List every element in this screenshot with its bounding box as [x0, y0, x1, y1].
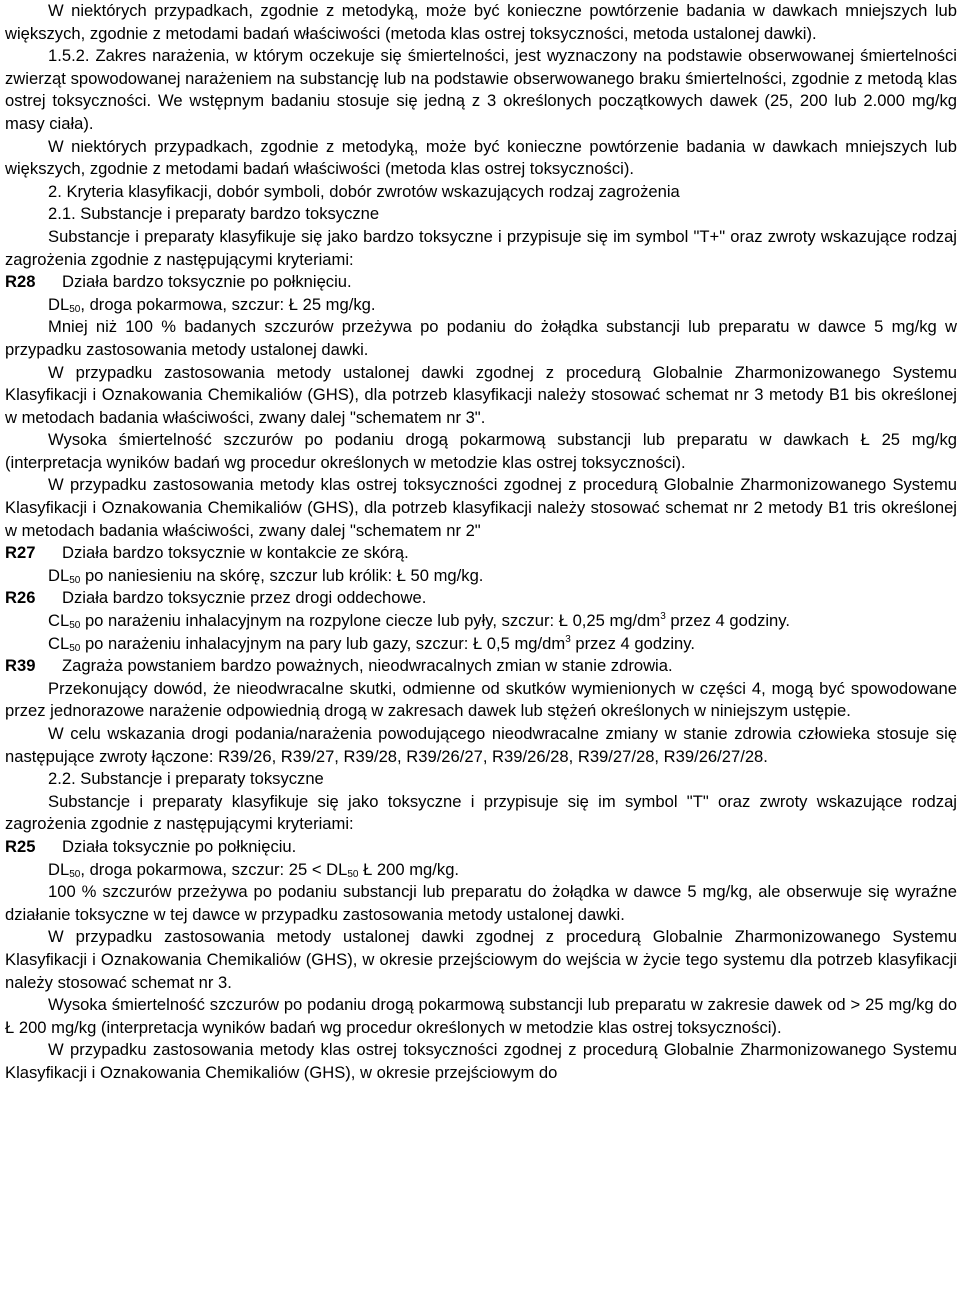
paragraph: Wysoka śmiertelność szczurów po podaniu drogą pokarmową substancji lub preparatu w zakresie dawek od > 25 mg/kg do Ł 200 mg/kg (interpretacja wyników badań wg procedur określonych w metodzie klas ostrej toksyczności). — [5, 995, 957, 1037]
heading-section-2-2: 2.2. Substancje i preparaty toksyczne — [48, 769, 324, 789]
dl50-criterion: $DL_{50}$, droga pokarmowa, szczur: $25 < DL_{50}$ Ł 200 mg/kg. — [48, 859, 460, 880]
r-phrase-r25 — [5, 836, 957, 859]
paragraph-section-1-5-2: 1.5.2. Zakres narażenia, w którym oczekuje się śmiertelności, jest wyznaczony na podstawie obserwowanej śmiertelności zwierząt spowodowanej narażeniem na substancję lub na podstawie obserwowanego braku śmiertelności, zgodnie z metodą klas ostrej toksyczności. We wstępnym badaniu stosuje się jedną z 3 określonych początkowych dawek (25, 200 lub 2.000 mg/kg masy ciała). — [5, 46, 957, 133]
dl50-criterion: $DL_{50}$ po naniesieniu na skórę, szczur lub królik: Ł 50 mg/kg. — [48, 565, 484, 586]
r-phrase-r39 — [5, 655, 957, 678]
paragraph: Substancje i preparaty klasyfikuje się jako toksyczne i przypisuje się im symbol "T" oraz zwroty wskazujące rodzaj zagrożenia zgodnie z następującymi kryteriami: — [5, 791, 957, 834]
r-phrase-text: Działa toksycznie po połknięciu. — [62, 836, 297, 856]
paragraph: Substancje i preparaty klasyfikuje się jako bardzo toksyczne i przypisuje się im symbol "T+" oraz zwroty wskazujące rodzaj zagrożenia zgodnie z następującymi kryteriami: — [5, 226, 957, 269]
paragraph: W niektórych przypadkach, zgodnie z metodyką, może być konieczne powtórzenie badania w dawkach mniejszych lub większych, zgodnie z metodami badań właściwości (metoda klas ostrej toksyczności). — [5, 136, 957, 179]
r-phrase-r28 — [5, 271, 957, 294]
r-code: R26 — [5, 588, 36, 608]
r-phrase-r26 — [5, 587, 957, 610]
paragraph: Mniej niż 100 % badanych szczurów przeżywa po podaniu do żołądka substancji lub preparatu w dawce 5 mg/kg w przypadku zastosowania metody ustalonej dawki. — [5, 317, 957, 359]
paragraph: Przekonujący dowód, że nieodwracalne skutki, odmienne od skutków wymienionych w części 4, mogą być spowodowane przez jednorazowe narażenie odpowiednią drogą w zakresach dawek lub stężeń określonych w niniejszym ustępie. — [5, 678, 957, 721]
r-phrase-text: Działa bardzo toksycznie w kontakcie ze skórą. — [62, 543, 409, 563]
paragraph: W przypadku zastosowania metody klas ostrej toksyczności zgodnej z procedurą Globalnie Zharmonizowanego Systemu Klasyfikacji i Oznakowania Chemikaliów (GHS), dla potrzeb klasyfikacji należy stosować schemat nr 2 metody B1 tris określonej w metodach badania właściwości, zwany dalej "schematem nr 2" — [5, 475, 957, 540]
paragraph: 100 % szczurów przeżywa po podaniu substancji lub preparatu do żołądka w dawce 5 mg/kg, ale obserwuje się wyraźne działanie toksyczne w tej dawce w przypadku zastosowania metody ustalonej dawki. — [5, 882, 957, 924]
r-code: R25 — [5, 836, 36, 856]
cl50-criterion: $CL_{50}$ po narażeniu inhalacyjnym na rozpylone ciecze lub pyły, szczur: Ł 0,25 $mg/dm^3$ przez 4 godziny. — [48, 611, 790, 632]
paragraph: W przypadku zastosowania metody klas ostrej toksyczności zgodnej z procedurą Globalnie Zharmonizowanego Systemu Klasyfikacji i Oznakowania Chemikaliów (GHS), w okresie przejściowym do — [5, 1040, 957, 1082]
r-code: R28 — [5, 272, 36, 292]
cl50-criterion: $CL_{50}$ po narażeniu inhalacyjnym na pary lub gazy, szczur: Ł 0,5 $mg/dm^3$ przez 4 godziny. — [48, 633, 695, 654]
r-code: R39 — [5, 656, 36, 676]
paragraph: W przypadku zastosowania metody ustalonej dawki zgodnej z procedurą Globalnie Zharmonizowanego Systemu Klasyfikacji i Oznakowania Chemikaliów (GHS), w okresie przejściowym do wejścia w życie tego systemu dla potrzeb klasyfikacji należy stosować schemat nr 3. — [5, 927, 957, 992]
r-phrase-r27 — [5, 542, 957, 565]
r-phrase-text: Działa bardzo toksycznie po połknięciu. — [62, 272, 352, 292]
paragraph: Wysoka śmiertelność szczurów po podaniu drogą pokarmową substancji lub preparatu w dawkach Ł 25 mg/kg (interpretacja wyników badań wg procedur określonych w metodzie klas ostrej toksyczności). — [5, 430, 957, 472]
heading-section-2-1: 2.1. Substancje i preparaty bardzo toksyczne — [48, 204, 380, 224]
r-code: R27 — [5, 543, 36, 563]
dl50-criterion: $DL_{50}$, droga pokarmowa, szczur: Ł 25 mg/kg. — [48, 294, 376, 315]
paragraph: W celu wskazania drogi podania/narażenia powodującego nieodwracalne zmiany w stanie zdrowia człowieka stosuje się następujące zwroty łączone: R39/26, R39/27, R39/28, R39/26/27, R39/26/28, R39/27/28, R39/26/27/28. — [5, 724, 957, 766]
r-phrase-text: Zagraża powstaniem bardzo poważnych, nieodwracalnych zmian w stanie zdrowia. — [62, 656, 673, 676]
paragraph: W przypadku zastosowania metody ustalonej dawki zgodnej z procedurą Globalnie Zharmonizowanego Systemu Klasyfikacji i Oznakowania Chemikaliów (GHS), dla potrzeb klasyfikacji należy stosować schemat nr 3 metody B1 bis określonej w metodach badania właściwości, zwany dalej "schematem nr 3". — [5, 362, 957, 427]
r-phrase-text: Działa bardzo toksycznie przez drogi oddechowe. — [62, 588, 427, 608]
heading-section-2: 2. Kryteria klasyfikacji, dobór symboli, dobór zwrotów wskazujących rodzaj zagrożenia — [48, 181, 680, 201]
paragraph: W niektórych przypadkach, zgodnie z metodyką, może być konieczne powtórzenie badania w dawkach mniejszych lub większych, zgodnie z metodami badań właściwości (metoda klas ostrej toksyczności, metoda ustalonej dawki). — [5, 1, 957, 43]
